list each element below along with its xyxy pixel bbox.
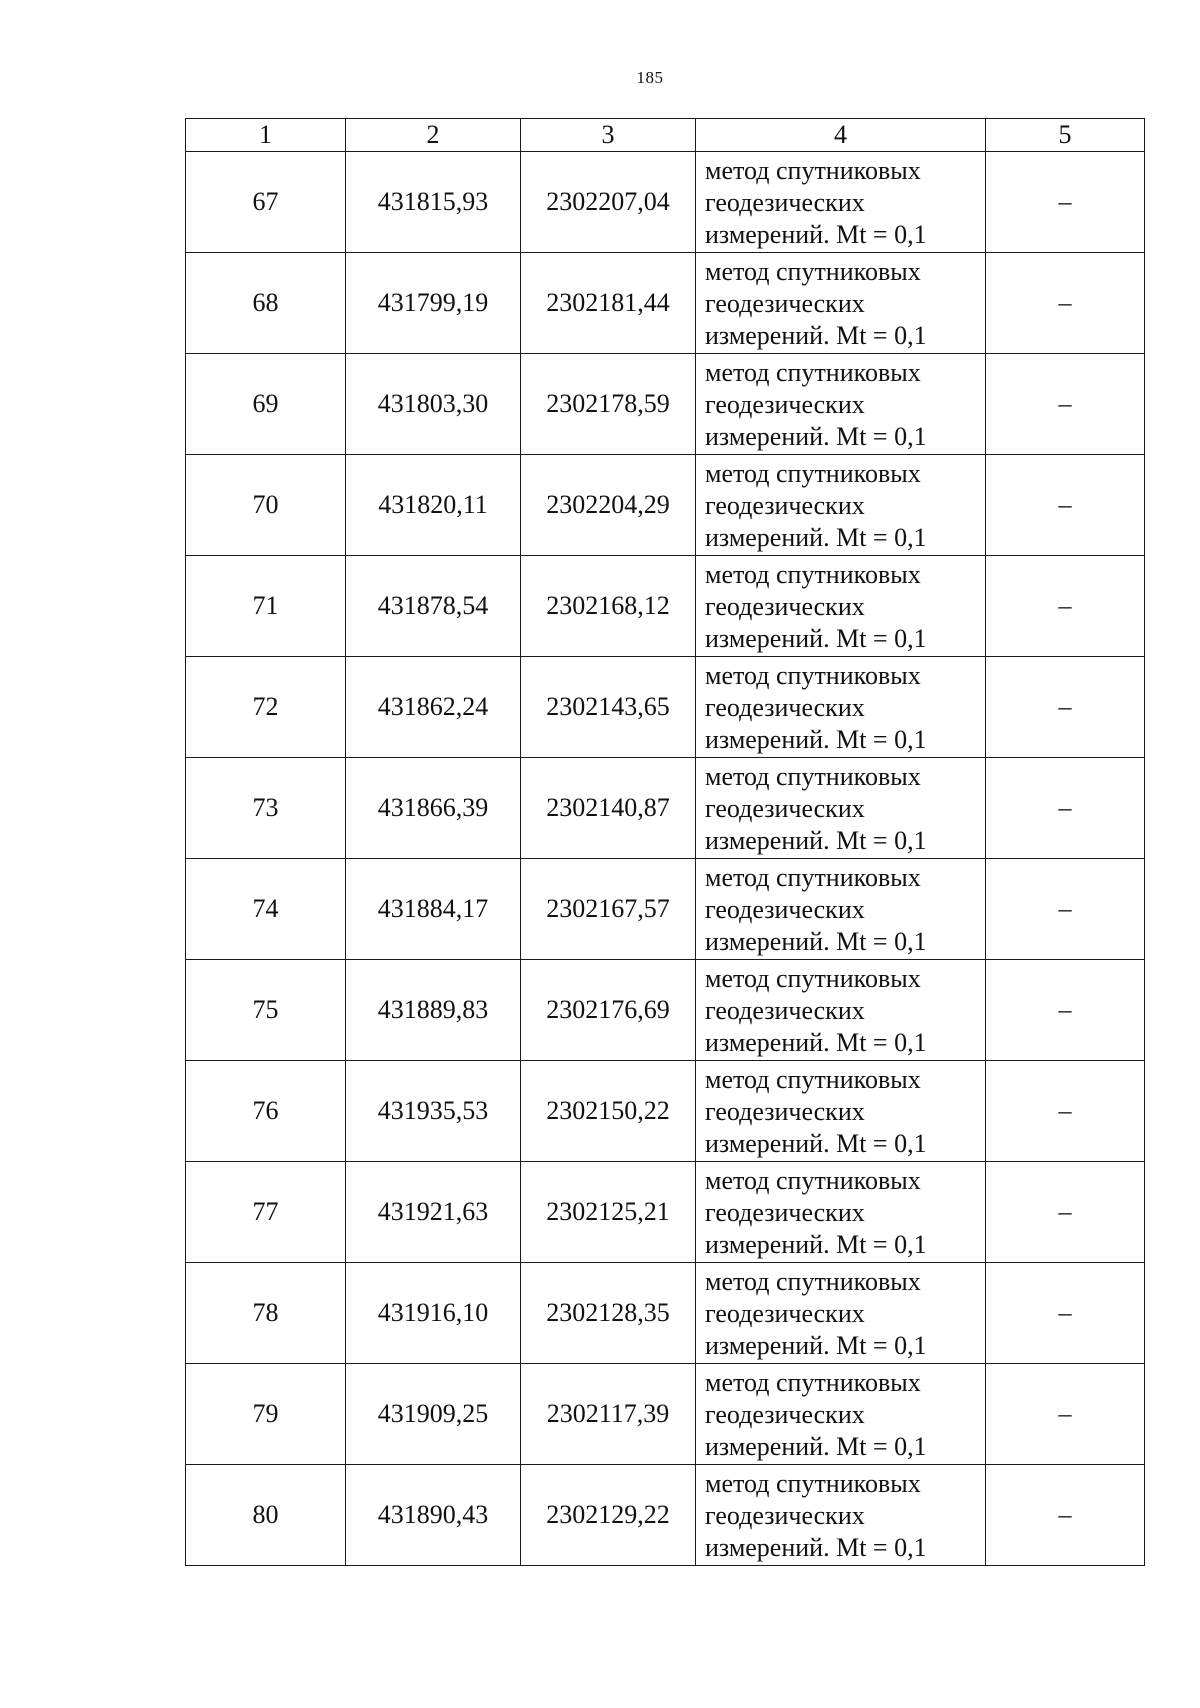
method-text-line: метод спутниковых — [705, 1267, 921, 1296]
method-cell — [696, 253, 986, 354]
note-cell: – — [986, 859, 1145, 960]
method-text-line: геодезических — [705, 895, 865, 924]
table-row — [186, 354, 1145, 455]
method-text-line: геодезических — [705, 592, 865, 621]
method-text-line: измерений. Mt = 0,1 — [705, 1533, 927, 1562]
method-text-line: геодезических — [705, 1400, 865, 1429]
point-number-cell: 74 — [186, 859, 346, 960]
note-cell: – — [986, 556, 1145, 657]
y-coordinate-cell: 2302129,22 — [521, 1465, 696, 1566]
x-coordinate-cell: 431866,39 — [346, 758, 521, 859]
table-header-row — [186, 119, 1145, 152]
table-row — [186, 1364, 1145, 1465]
y-coordinate-cell: 2302167,57 — [521, 859, 696, 960]
table-body — [186, 152, 1145, 1566]
method-text-line: измерений. Mt = 0,1 — [705, 927, 927, 956]
note-cell: – — [986, 1162, 1145, 1263]
method-text-line: измерений. Mt = 0,1 — [705, 220, 927, 249]
method-text-line: геодезических — [705, 289, 865, 318]
table-row — [186, 1465, 1145, 1566]
method-text-line: геодезических — [705, 794, 865, 823]
method-cell — [696, 859, 986, 960]
point-number-cell: 76 — [186, 1061, 346, 1162]
point-number-cell: 78 — [186, 1263, 346, 1364]
method-cell — [696, 354, 986, 455]
x-coordinate-cell: 431803,30 — [346, 354, 521, 455]
method-text-line: измерений. Mt = 0,1 — [705, 826, 927, 855]
method-text-line: метод спутниковых — [705, 560, 921, 589]
x-coordinate-cell: 431878,54 — [346, 556, 521, 657]
table-row — [186, 253, 1145, 354]
y-coordinate-cell: 2302125,21 — [521, 1162, 696, 1263]
method-text-line: геодезических — [705, 188, 865, 217]
method-text-line: метод спутниковых — [705, 358, 921, 387]
note-cell: – — [986, 1364, 1145, 1465]
method-cell — [696, 758, 986, 859]
point-number-cell: 67 — [186, 152, 346, 253]
method-text-line: геодезических — [705, 1299, 865, 1328]
y-coordinate-cell: 2302204,29 — [521, 455, 696, 556]
y-coordinate-cell: 2302207,04 — [521, 152, 696, 253]
note-cell: – — [986, 1263, 1145, 1364]
y-coordinate-cell: 2302150,22 — [521, 1061, 696, 1162]
method-text-line: метод спутниковых — [705, 1166, 921, 1195]
method-text-line: геодезических — [705, 1198, 865, 1227]
point-number-cell: 70 — [186, 455, 346, 556]
method-text-line: геодезических — [705, 996, 865, 1025]
method-text-line: метод спутниковых — [705, 156, 921, 185]
method-text-line: метод спутниковых — [705, 1065, 921, 1094]
method-text-line: измерений. Mt = 0,1 — [705, 1129, 927, 1158]
method-text-line: метод спутниковых — [705, 863, 921, 892]
x-coordinate-cell: 431799,19 — [346, 253, 521, 354]
note-cell: – — [986, 960, 1145, 1061]
point-number-cell: 69 — [186, 354, 346, 455]
point-number-cell: 80 — [186, 1465, 346, 1566]
method-cell — [696, 1061, 986, 1162]
method-text-line: геодезических — [705, 491, 865, 520]
method-cell — [696, 556, 986, 657]
method-text-line: геодезических — [705, 693, 865, 722]
method-text-line: измерений. Mt = 0,1 — [705, 624, 927, 653]
method-text-line: метод спутниковых — [705, 661, 921, 690]
x-coordinate-cell: 431820,11 — [346, 455, 521, 556]
y-coordinate-cell: 2302176,69 — [521, 960, 696, 1061]
x-coordinate-cell: 431862,24 — [346, 657, 521, 758]
note-cell: – — [986, 758, 1145, 859]
note-cell: – — [986, 1061, 1145, 1162]
method-text-line: геодезических — [705, 1501, 865, 1530]
method-text-line: метод спутниковых — [705, 1368, 921, 1397]
method-text-line: измерений. Mt = 0,1 — [705, 422, 927, 451]
method-cell — [696, 152, 986, 253]
method-cell — [696, 1465, 986, 1566]
method-text-line: измерений. Mt = 0,1 — [705, 321, 927, 350]
method-text-line: измерений. Mt = 0,1 — [705, 1028, 927, 1057]
point-number-cell: 79 — [186, 1364, 346, 1465]
method-cell — [696, 960, 986, 1061]
table-row — [186, 152, 1145, 253]
method-text-line: измерений. Mt = 0,1 — [705, 725, 927, 754]
table-row — [186, 1162, 1145, 1263]
point-number-cell: 73 — [186, 758, 346, 859]
point-number-cell: 72 — [186, 657, 346, 758]
table-row — [186, 556, 1145, 657]
x-coordinate-cell: 431889,83 — [346, 960, 521, 1061]
point-number-cell: 71 — [186, 556, 346, 657]
note-cell: – — [986, 354, 1145, 455]
method-text-line: метод спутниковых — [705, 257, 921, 286]
table-row — [186, 657, 1145, 758]
x-coordinate-cell: 431909,25 — [346, 1364, 521, 1465]
column-header-1: 1 — [186, 119, 346, 152]
method-cell — [696, 455, 986, 556]
y-coordinate-cell: 2302140,87 — [521, 758, 696, 859]
y-coordinate-cell: 2302178,59 — [521, 354, 696, 455]
x-coordinate-cell: 431815,93 — [346, 152, 521, 253]
table-row — [186, 1061, 1145, 1162]
point-number-cell: 75 — [186, 960, 346, 1061]
column-header-3: 3 — [521, 119, 696, 152]
method-text-line: измерений. Mt = 0,1 — [705, 1230, 927, 1259]
method-text-line: метод спутниковых — [705, 762, 921, 791]
point-number-cell: 77 — [186, 1162, 346, 1263]
table-row — [186, 1263, 1145, 1364]
table-row — [186, 455, 1145, 556]
column-header-5: 5 — [986, 119, 1145, 152]
method-text-line: измерений. Mt = 0,1 — [705, 523, 927, 552]
x-coordinate-cell: 431935,53 — [346, 1061, 521, 1162]
column-header-2: 2 — [346, 119, 521, 152]
table-row — [186, 960, 1145, 1061]
x-coordinate-cell: 431884,17 — [346, 859, 521, 960]
note-cell: – — [986, 657, 1145, 758]
column-header-4: 4 — [696, 119, 986, 152]
table-row — [186, 758, 1145, 859]
method-text-line: геодезических — [705, 1097, 865, 1126]
method-text-line: метод спутниковых — [705, 1469, 921, 1498]
x-coordinate-cell: 431890,43 — [346, 1465, 521, 1566]
coordinates-table — [185, 118, 1145, 1566]
method-text-line: измерений. Mt = 0,1 — [705, 1331, 927, 1360]
note-cell: – — [986, 1465, 1145, 1566]
y-coordinate-cell: 2302128,35 — [521, 1263, 696, 1364]
method-text-line: метод спутниковых — [705, 459, 921, 488]
y-coordinate-cell: 2302143,65 — [521, 657, 696, 758]
method-text-line: геодезических — [705, 390, 865, 419]
note-cell: – — [986, 253, 1145, 354]
y-coordinate-cell: 2302117,39 — [521, 1364, 696, 1465]
method-cell — [696, 1162, 986, 1263]
table-row — [186, 859, 1145, 960]
note-cell: – — [986, 455, 1145, 556]
note-cell: – — [986, 152, 1145, 253]
y-coordinate-cell: 2302181,44 — [521, 253, 696, 354]
point-number-cell: 68 — [186, 253, 346, 354]
x-coordinate-cell: 431921,63 — [346, 1162, 521, 1263]
y-coordinate-cell: 2302168,12 — [521, 556, 696, 657]
page-number: 185 — [636, 68, 664, 87]
method-cell — [696, 657, 986, 758]
method-cell — [696, 1364, 986, 1465]
method-text-line: метод спутниковых — [705, 964, 921, 993]
method-text-line: измерений. Mt = 0,1 — [705, 1432, 927, 1461]
method-cell — [696, 1263, 986, 1364]
x-coordinate-cell: 431916,10 — [346, 1263, 521, 1364]
